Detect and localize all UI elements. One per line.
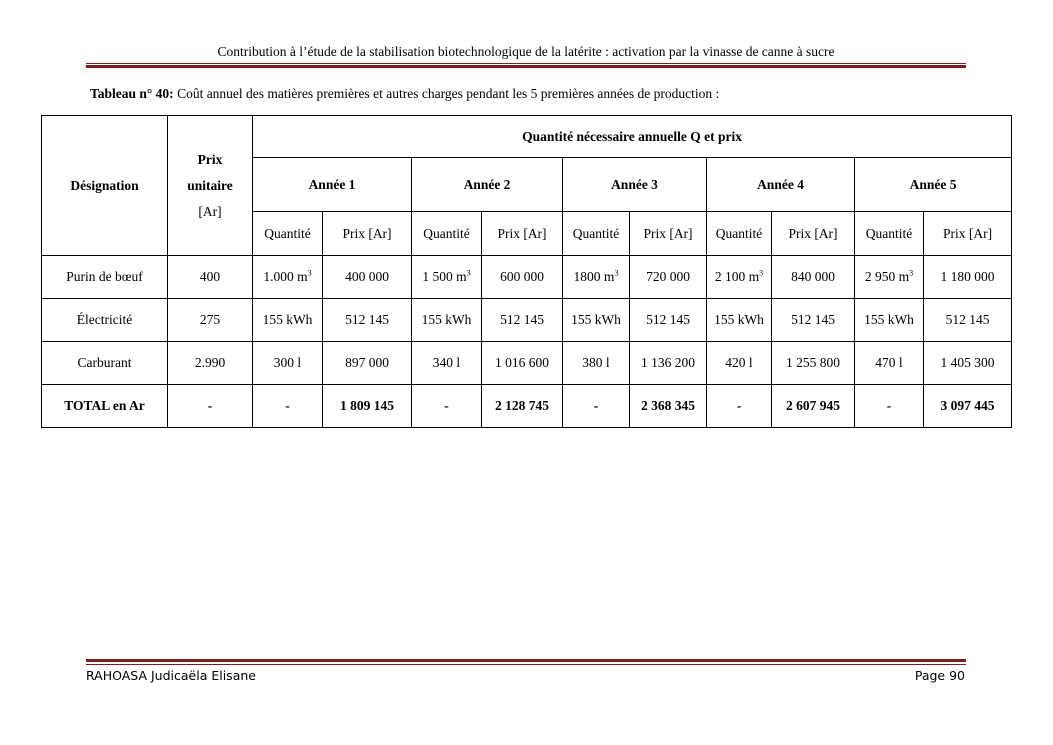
header-rule-thin [86, 63, 966, 64]
prix-cell: 512 145 [924, 299, 1012, 342]
total-quantite: - [253, 385, 323, 428]
prix-cell: 1 180 000 [924, 256, 1012, 299]
total-quantite: - [563, 385, 630, 428]
quantite-header: Quantité [253, 212, 323, 256]
unit-exponent: 3 [759, 268, 764, 278]
total-quantite: - [707, 385, 772, 428]
prix-unitaire-cell: 275 [168, 299, 253, 342]
prix-unitaire-cell: 2.990 [168, 342, 253, 385]
prix-header: Prix [Ar] [630, 212, 707, 256]
group-header: Quantité nécessaire annuelle Q et prix [253, 116, 1012, 158]
quantite-cell [412, 256, 482, 299]
footer-rule-thick [86, 659, 966, 662]
table-row [42, 299, 1012, 342]
designation-header: Désignation [42, 116, 168, 256]
prix-header: Prix [Ar] [924, 212, 1012, 256]
total-prix-unitaire: - [168, 385, 253, 428]
year-header: Année 1 [253, 158, 412, 212]
prix-header: Prix [Ar] [323, 212, 412, 256]
unitaire-line: unitaire [187, 177, 233, 193]
designation-cell: Carburant [42, 342, 168, 385]
caption-label: Tableau n° 40: [90, 86, 174, 101]
prix-cell: 512 145 [323, 299, 412, 342]
quantite-header: Quantité [412, 212, 482, 256]
total-row [42, 385, 1012, 428]
footer-rule-thin [86, 664, 966, 665]
prix-cell: 1 405 300 [924, 342, 1012, 385]
quantite-value: 2 950 m [864, 269, 910, 284]
quantite-cell: 340 l [412, 342, 482, 385]
quantite-cell: 155 kWh [707, 299, 772, 342]
header-row-1 [42, 116, 1012, 158]
quantite-header: Quantité [855, 212, 924, 256]
quantite-cell: 470 l [855, 342, 924, 385]
prix-cell: 400 000 [323, 256, 412, 299]
prix-cell: 897 000 [323, 342, 412, 385]
quantite-cell: 380 l [563, 342, 630, 385]
quantite-cell: 155 kWh [253, 299, 323, 342]
quantite-cell: 300 l [253, 342, 323, 385]
caption-text: Coût annuel des matières premières et autres charges pendant les 5 premières années de production : [173, 86, 720, 101]
prix-cell: 512 145 [482, 299, 563, 342]
prix-cell: 600 000 [482, 256, 563, 299]
quantite-header: Quantité [707, 212, 772, 256]
total-prix: 2 128 745 [482, 385, 563, 428]
quantite-cell [253, 256, 323, 299]
quantite-cell [563, 256, 630, 299]
unit-exponent: 3 [909, 268, 914, 278]
ar-line: [Ar] [198, 203, 222, 219]
page-number: Page 90 [914, 668, 965, 683]
footer-author: RAHOASA Judicaëla Elisane [86, 668, 256, 683]
quantite-cell: 155 kWh [412, 299, 482, 342]
unit-exponent: 3 [466, 268, 471, 278]
quantite-cell: 155 kWh [563, 299, 630, 342]
prix-cell: 512 145 [630, 299, 707, 342]
prix-header: Prix [Ar] [482, 212, 563, 256]
prix-header: Prix [Ar] [772, 212, 855, 256]
designation-cell: Purin de bœuf [42, 256, 168, 299]
unit-exponent: 3 [307, 268, 312, 278]
prix-unitaire-header [168, 116, 253, 256]
quantite-header: Quantité [563, 212, 630, 256]
table-row [42, 342, 1012, 385]
total-prix: 2 368 345 [630, 385, 707, 428]
quantite-cell: 420 l [707, 342, 772, 385]
cost-table [41, 115, 1012, 428]
year-header: Année 5 [855, 158, 1012, 212]
quantite-value: 1 500 m [422, 269, 467, 284]
total-quantite: - [412, 385, 482, 428]
quantite-cell [707, 256, 772, 299]
table-caption [90, 86, 719, 102]
header-rule-thick [86, 65, 966, 68]
year-header: Année 2 [412, 158, 563, 212]
prix-cell: 720 000 [630, 256, 707, 299]
running-header: Contribution à l’étude de la stabilisation biotechnologique de la latérite : activation par la vinasse de canne à sucre [217, 44, 835, 59]
prix-cell: 1 255 800 [772, 342, 855, 385]
quantite-cell [855, 256, 924, 299]
quantite-cell: 155 kWh [855, 299, 924, 342]
table-row [42, 256, 1012, 299]
unit-exponent: 3 [614, 268, 619, 278]
total-prix: 1 809 145 [323, 385, 412, 428]
prix-cell: 1 136 200 [630, 342, 707, 385]
quantite-value: 1800 m [573, 269, 615, 284]
quantite-value: 2 100 m [714, 269, 760, 284]
year-header: Année 4 [707, 158, 855, 212]
quantite-value: 1.000 m [263, 269, 308, 284]
prix-cell: 1 016 600 [482, 342, 563, 385]
total-prix: 3 097 445 [924, 385, 1012, 428]
total-label: TOTAL en Ar [42, 385, 168, 428]
prix-cell: 840 000 [772, 256, 855, 299]
designation-cell: Électricité [42, 299, 168, 342]
year-header: Année 3 [563, 158, 707, 212]
prix-unitaire-cell: 400 [168, 256, 253, 299]
prix-line: Prix [197, 151, 223, 167]
prix-cell: 512 145 [772, 299, 855, 342]
total-prix: 2 607 945 [772, 385, 855, 428]
total-quantite: - [855, 385, 924, 428]
